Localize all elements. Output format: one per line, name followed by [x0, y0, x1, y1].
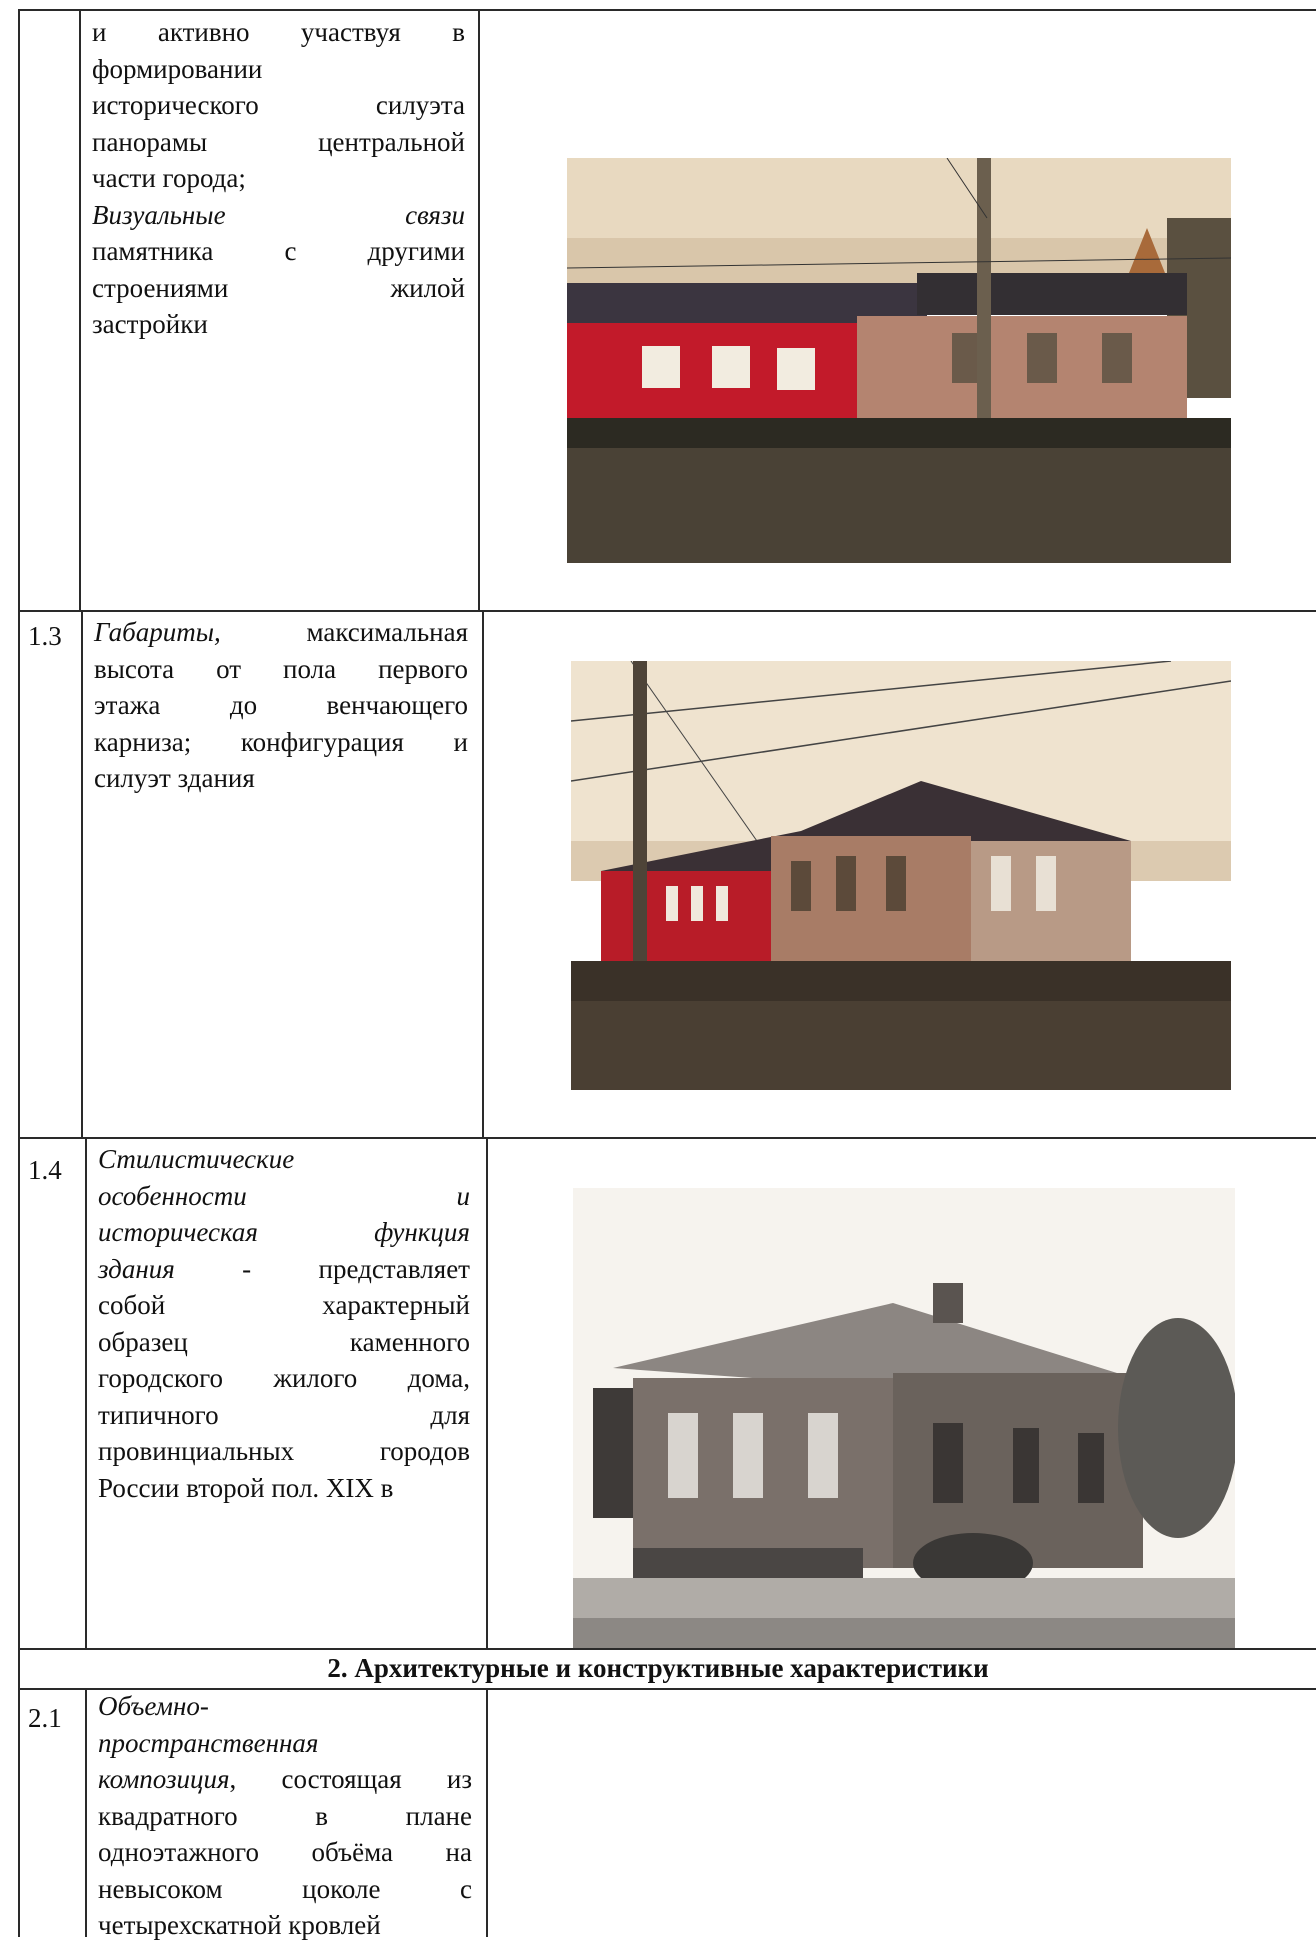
text-line: композиция, состоящая из [98, 1764, 472, 1794]
column-divider [486, 1137, 488, 1650]
text-line: силуэт здания [94, 763, 255, 793]
column-divider [478, 9, 480, 611]
text-line: четырехскатной кровлей [98, 1910, 381, 1940]
text-line: городского жилого дома, [98, 1363, 470, 1393]
text-line: провинциальных городов [98, 1436, 470, 1466]
text-line: Визуальные связи [92, 199, 465, 230]
text-line: собой характерный [98, 1290, 470, 1320]
column-divider [486, 1688, 488, 1937]
text-line: высота от пола первого [94, 653, 468, 684]
building-photo-street-view [567, 158, 1231, 563]
row-number: 1.4 [28, 1155, 62, 1185]
column-divider [85, 1688, 87, 1937]
text-line: особенности и [98, 1180, 470, 1211]
row-description [98, 1688, 472, 1944]
text-line: Габариты, максимальная [94, 617, 468, 647]
text-line: образец каменного [98, 1326, 470, 1357]
text-line: карниза; конфигурация и [94, 726, 468, 757]
column-divider [81, 610, 83, 1139]
text-line: Стилистические [98, 1144, 295, 1174]
text-line: и активно участвуя в [92, 17, 465, 47]
text-line: формировании [92, 53, 263, 84]
column-divider [79, 9, 81, 611]
row-number: 2.1 [28, 1703, 62, 1733]
text-line: историческая функция [98, 1217, 470, 1247]
building-photo-historic-bw [573, 1188, 1235, 1648]
row-description [98, 1141, 470, 1506]
column-divider [482, 610, 484, 1139]
text-line: панорамы центральной [92, 126, 465, 157]
text-line: застройки [92, 309, 208, 339]
text-line: здания - представляет [98, 1253, 470, 1284]
building-photo-corner-view [571, 661, 1231, 1090]
text-line: квадратного в плане [98, 1800, 472, 1831]
section-heading: 2. Архитектурные и конструктивные характеристики [327, 1653, 989, 1683]
row-description [94, 614, 468, 797]
table-row-divider [18, 1137, 1316, 1139]
text-line: России второй пол. XIX в [98, 1472, 394, 1503]
text-line: части города; [92, 163, 246, 193]
text-line: этажа до венчающего [94, 690, 468, 720]
text-line: памятника с другими [92, 236, 465, 266]
column-divider [85, 1137, 87, 1650]
row-description [92, 14, 465, 343]
text-line: строениями жилой [92, 272, 465, 303]
text-line: одноэтажного объёма на [98, 1837, 472, 1867]
text-line: Объемно- [98, 1691, 209, 1721]
table-border-left [18, 9, 20, 1937]
table-border-top [18, 9, 1316, 11]
text-line: невысоком цоколе с [98, 1873, 472, 1904]
text-line: исторического силуэта [92, 90, 465, 120]
text-line: пространственная [98, 1727, 319, 1758]
text-line: типичного для [98, 1399, 470, 1430]
table-row-divider [18, 610, 1316, 612]
row-number: 1.3 [28, 621, 62, 651]
